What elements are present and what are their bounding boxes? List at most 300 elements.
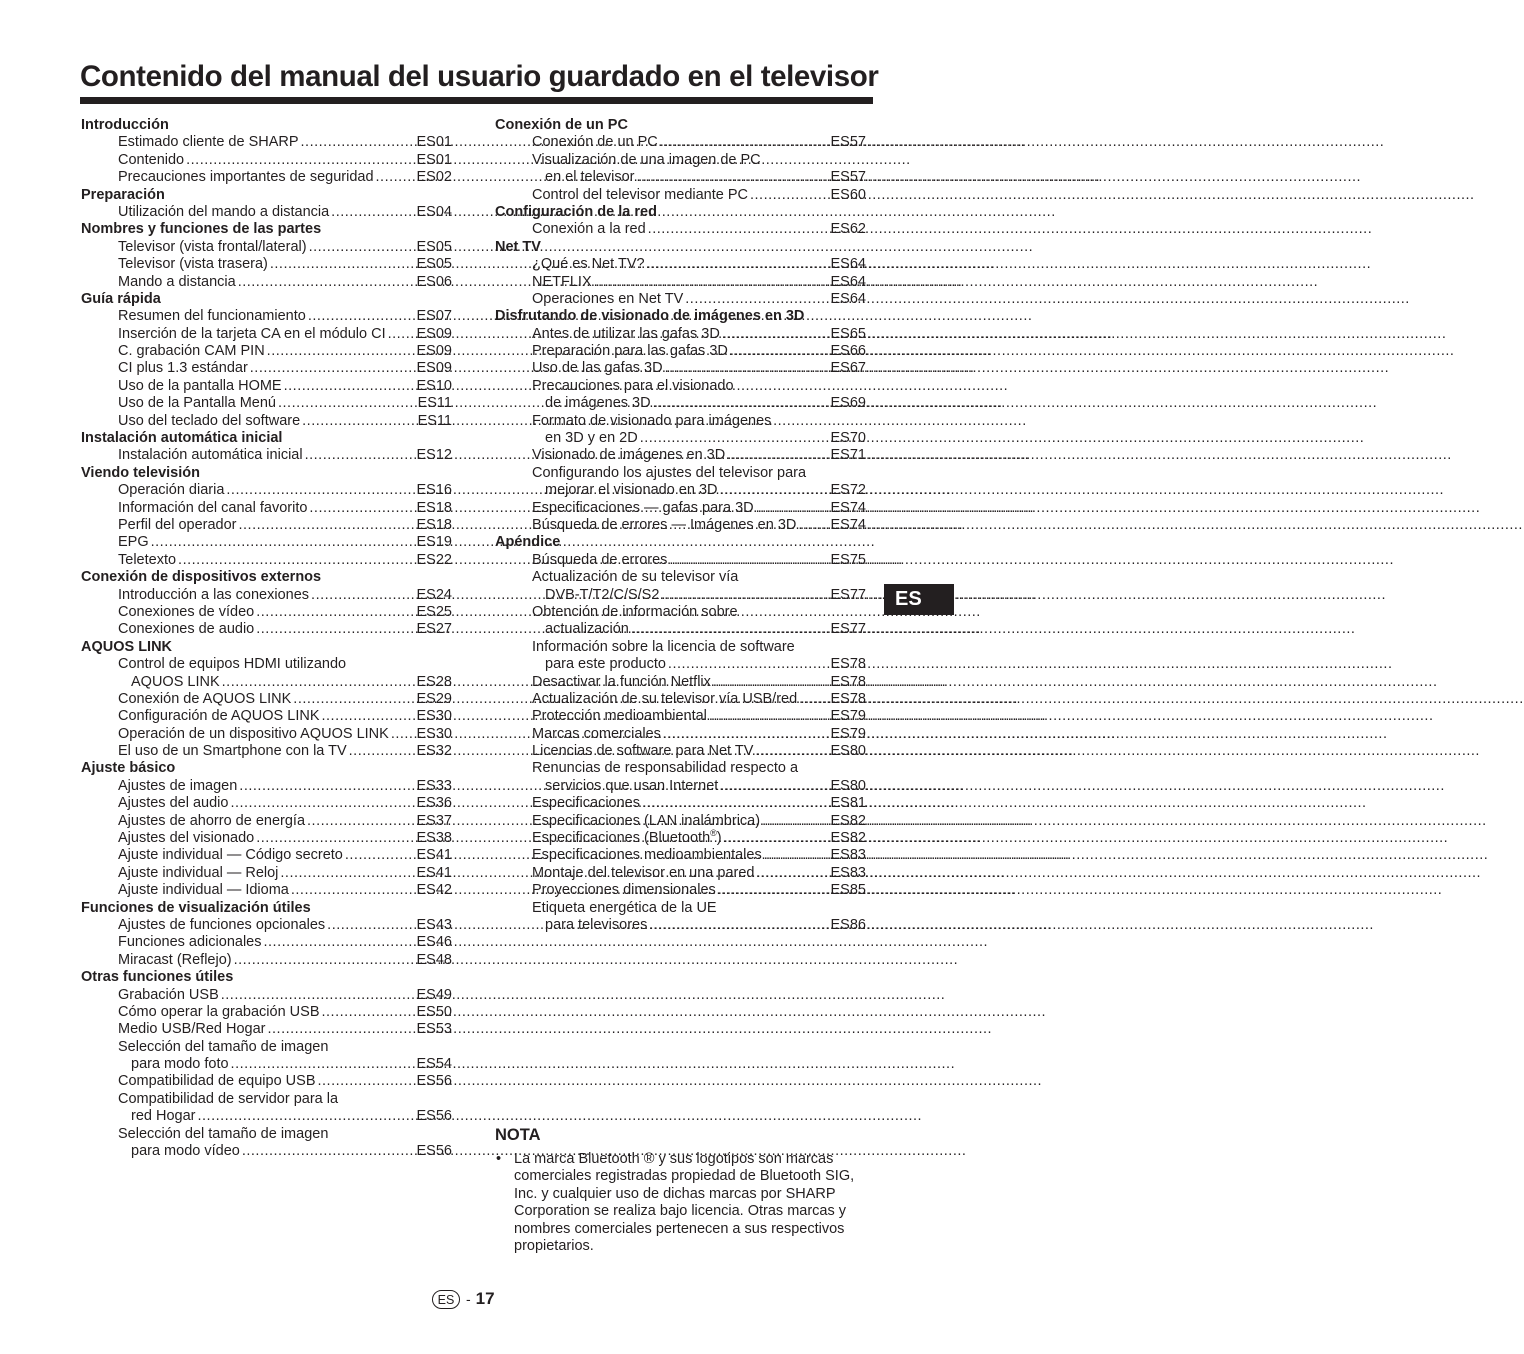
dot-leader [728, 343, 831, 360]
toc-entry-title [118, 604, 254, 621]
toc-entry-title [118, 865, 278, 882]
dot-leader [667, 552, 830, 569]
toc-entry-title-text: Búsqueda de errores [532, 551, 668, 568]
toc-entry-title-text: de imágenes 3D [545, 395, 651, 412]
toc-entry-title-text: Especificaciones (Bluetooth [532, 830, 711, 847]
page-reference: ES79 [830, 725, 866, 742]
page-reference: ES54 [416, 1056, 452, 1073]
toc-entry-title-text: en 3D y en 2D [545, 430, 638, 447]
page-reference: ES81 [830, 795, 866, 812]
toc-entry-title [532, 691, 797, 708]
toc-entry [495, 482, 866, 499]
toc-entry [495, 917, 866, 934]
section-heading: Disfrutando de visionado de imágenes en 3D [495, 308, 805, 325]
toc-entry-title-text: para este producto [545, 656, 666, 673]
toc-entry-title-text: Búsqueda de errores — Imágenes en 3D [532, 516, 797, 533]
toc-entry-title [118, 360, 248, 377]
toc-entry [81, 1021, 452, 1038]
toc-entry-title-text: Especificaciones [532, 795, 640, 812]
page-reference: ES77 [830, 621, 866, 638]
page-reference: ES56 [416, 1143, 452, 1160]
toc-entry-title [532, 674, 711, 691]
toc-entry-title [545, 430, 638, 447]
page-reference: ES09 [416, 325, 452, 342]
toc-entry [81, 169, 452, 186]
dot-leader [195, 1108, 416, 1125]
toc-entry-title-text: Perfil del operador [118, 516, 237, 533]
toc-entry-line: Control de equipos HDMI utilizando [118, 656, 347, 673]
toc-entry [495, 500, 866, 517]
note-heading: NOTA [495, 1126, 541, 1144]
toc-entry-title-text: Preparación para las gafas 3D [532, 343, 728, 360]
toc-entry-title [118, 1073, 316, 1090]
dot-leader [300, 413, 417, 430]
toc-entry-title [118, 152, 184, 169]
page-reference: ES18 [416, 516, 452, 533]
page-footer [432, 1288, 495, 1310]
toc-entry-title-text: Mando a distancia [118, 273, 236, 290]
toc-entry-title [545, 482, 717, 499]
dot-leader [232, 952, 417, 969]
toc-entry-title-text: Licencias de software para Net TV [532, 743, 754, 760]
dot-leader [592, 274, 831, 291]
page-reference: ES70 [830, 430, 866, 447]
title-rule [80, 97, 873, 104]
toc-entry-title [545, 621, 629, 638]
page-reference: ES56 [416, 1108, 452, 1125]
toc-entry [81, 743, 452, 760]
toc-entry-title-text: Instalación automática inicial [118, 447, 303, 464]
toc-entry-title-text: Uso de la Pantalla Menú [118, 395, 276, 412]
page-reference: ES07 [416, 308, 452, 325]
dot-leader [220, 674, 417, 691]
toc-entry [495, 187, 866, 204]
toc-entry [495, 221, 866, 238]
page-reference: ES09 [416, 360, 452, 377]
section-heading: AQUOS LINK [81, 638, 173, 655]
toc-entry [81, 708, 452, 725]
page-reference: ES11 [417, 412, 452, 429]
page-reference: ES32 [416, 743, 452, 760]
toc-entry [81, 865, 452, 882]
toc-entry-title-text: Ajuste individual — Código secreto [118, 847, 343, 864]
toc-entry [495, 169, 866, 186]
page-reference: ES02 [416, 169, 452, 186]
dot-leader [646, 221, 831, 238]
toc-entry-title-text: Televisor (vista trasera) [118, 256, 268, 273]
toc-entry-title-text: Medio USB/Red Hogar [118, 1021, 266, 1038]
toc-entry [81, 447, 452, 464]
toc-entry [81, 204, 452, 221]
toc-entry [81, 726, 452, 743]
dot-leader [248, 360, 417, 377]
toc-entry [81, 256, 452, 273]
toc-entry-title-text: Ajuste individual — Idioma [118, 882, 289, 899]
toc-entry-title [118, 934, 261, 951]
toc-entry-title [118, 169, 374, 186]
dot-leader [629, 621, 831, 638]
section-heading: Otras funciones útiles [81, 969, 234, 986]
toc-entry-title [118, 343, 265, 360]
page-reference: ES05 [416, 238, 452, 255]
note-item [496, 1151, 876, 1255]
toc-entry-title-text: Cómo operar la grabación USB [118, 1003, 320, 1020]
toc-entry [81, 917, 452, 934]
page-reference: ES05 [416, 256, 452, 273]
toc-entry [81, 1056, 452, 1073]
toc-entry-title-text: Proyecciones dimensionales [532, 882, 716, 899]
toc-entry [495, 360, 866, 377]
toc-entry-title [118, 204, 329, 221]
toc-entry-title [118, 813, 305, 830]
toc-entry-title [532, 847, 762, 864]
dot-leader [663, 360, 831, 377]
page-reference: ES06 [416, 273, 452, 290]
page-reference: ES74 [830, 516, 866, 533]
toc-entry [495, 291, 866, 308]
dot-leader [647, 917, 830, 934]
toc-entry-title [131, 674, 220, 691]
toc-entry-title-text: Utilización del mando a distancia [118, 203, 330, 220]
toc-entry-title-text: Antes de utilizar las gafas 3D [532, 325, 720, 342]
dot-leader [645, 256, 831, 273]
page-reference: ES57 [830, 169, 866, 186]
dot-leader [760, 813, 830, 830]
page-reference: ES83 [830, 847, 866, 864]
page-reference: ES72 [830, 482, 866, 499]
toc-entry [495, 795, 866, 812]
toc-entry-title-text: Ajustes de imagen [118, 777, 238, 794]
dot-leader [329, 204, 416, 221]
toc-entry-title [118, 1021, 266, 1038]
toc-entry-title-text: Configuración de AQUOS LINK [118, 708, 320, 725]
toc-entry-title [131, 1143, 240, 1160]
page-number: 17 [475, 1289, 495, 1308]
dot-leader [320, 708, 417, 725]
page-reference: ES60 [830, 186, 866, 203]
toc-entry-title [532, 708, 707, 725]
toc-entry [81, 691, 452, 708]
toc-entry [495, 847, 866, 864]
page-reference: ES30 [416, 725, 452, 742]
toc-entry-line: Actualización de su televisor vía [532, 569, 739, 586]
dot-leader [184, 152, 416, 169]
toc-entry-title-text: DVB-T/T2/C/S/S2 [545, 586, 660, 603]
page-reference: ES43 [416, 916, 452, 933]
page-reference: ES80 [830, 777, 866, 794]
dot-leader [261, 934, 416, 951]
toc-entry-title [532, 726, 661, 743]
page-reference: ES66 [830, 343, 866, 360]
section-heading: Viendo televisión [81, 464, 200, 481]
section-heading: Ajuste básico [81, 760, 176, 777]
dot-leader [386, 326, 417, 343]
dot-leader [219, 987, 417, 1004]
page-reference: ES74 [830, 499, 866, 516]
toc-entry-title-text: Compatibilidad de equipo USB [118, 1073, 316, 1090]
toc-entry-title-text: Operación diaria [118, 482, 225, 499]
dot-leader [266, 1021, 417, 1038]
dot-leader [289, 882, 417, 899]
toc-entry-title [131, 1108, 195, 1125]
toc-entry [81, 1004, 452, 1021]
page-reference: ES29 [416, 690, 452, 707]
dot-leader [683, 291, 830, 308]
dot-leader [720, 326, 831, 343]
toc-entry-title-text: Grabación USB [118, 986, 219, 1003]
toc-entry [495, 326, 866, 343]
toc-entry-title [532, 343, 728, 360]
page-reference: ES01 [416, 151, 452, 168]
toc-entry [81, 274, 452, 291]
dot-leader [666, 656, 831, 673]
section-heading: Nombres y funciones de las partes [81, 221, 322, 238]
page-reference: ES10 [416, 377, 452, 394]
toc-entry-title-text: Contenido [118, 151, 185, 168]
toc-entry [81, 152, 452, 169]
toc-entry [81, 987, 452, 1004]
toc-entry-line: Selección del tamaño de imagen [118, 1125, 329, 1142]
toc-entry [495, 708, 866, 725]
toc-entry-title [532, 291, 683, 308]
toc-entry-title [118, 500, 307, 517]
toc-entry [81, 326, 452, 343]
toc-entry-title-text: El uso de un Smartphone con la TV [118, 743, 347, 760]
toc-entry-title-text: Información del canal favorito [118, 499, 308, 516]
toc-entry [81, 500, 452, 517]
dot-leader [309, 587, 416, 604]
toc-entry [81, 621, 452, 638]
toc-entry-title-text: Visionado de imágenes en 3D [532, 447, 726, 464]
dot-leader [278, 865, 416, 882]
dot-leader [796, 517, 830, 534]
dot-leader [307, 500, 416, 517]
dot-leader [224, 482, 416, 499]
toc-entry-title-text: servicios que usan Internet [545, 777, 719, 794]
page-reference: ES62 [830, 221, 866, 238]
toc-entry-line: Visualización de una imagen de PC [532, 151, 761, 168]
toc-entry-title [131, 1056, 229, 1073]
toc-entry-title-text: Operación de un dispositivo AQUOS LINK [118, 725, 389, 742]
toc-entry-title-text: Televisor (vista frontal/lateral) [118, 238, 307, 255]
page-reference: ES27 [416, 621, 452, 638]
toc-entry [81, 1073, 452, 1090]
page-reference: ES64 [830, 273, 866, 290]
page-reference: ES22 [416, 551, 452, 568]
toc-entry [495, 865, 866, 882]
page-reference: ES01 [416, 134, 452, 151]
toc-entry-title [118, 552, 176, 569]
dot-leader [661, 726, 831, 743]
dot-leader [303, 447, 417, 464]
toc-entry [495, 274, 866, 291]
page-reference: ES04 [416, 203, 452, 220]
dot-leader [229, 1056, 417, 1073]
dot-leader [305, 813, 417, 830]
page-reference: ES25 [416, 603, 452, 620]
dot-leader [725, 447, 830, 464]
dot-leader [748, 187, 831, 204]
toc-entry-title [532, 813, 760, 830]
dot-leader [658, 134, 831, 151]
toc-entry-title [118, 795, 228, 812]
dot-leader [716, 882, 831, 899]
toc-entry [495, 656, 866, 673]
dot-leader [316, 1073, 417, 1090]
page-reference: ES64 [830, 256, 866, 273]
toc-entry-title [118, 952, 232, 969]
dot-leader [268, 256, 417, 273]
toc-entry-title-text: Especificaciones — gafas para 3D [532, 499, 754, 516]
toc-entry [81, 413, 452, 430]
toc-entry-title-text: Uso del teclado del software [118, 412, 301, 429]
page-reference: ES16 [416, 482, 452, 499]
dot-leader [237, 778, 416, 795]
toc-entry-title-text: Ajuste individual — Reloj [118, 864, 279, 881]
toc-entry [495, 691, 866, 708]
page-reference: ES57 [830, 134, 866, 151]
dot-leader [347, 743, 417, 760]
toc-entry [495, 621, 866, 638]
page-reference: ES19 [416, 534, 452, 551]
toc-entry-title-text: Protección medioambiental [532, 708, 707, 725]
dot-leader [237, 517, 417, 534]
page-reference: ES33 [416, 777, 452, 794]
toc-entry-line: Obtención de información sobre [532, 603, 738, 620]
page-reference: ES50 [416, 1003, 452, 1020]
toc-entry [81, 239, 452, 256]
toc-entry-title [118, 517, 237, 534]
page-reference: ES67 [830, 360, 866, 377]
toc-entry [81, 534, 452, 551]
dot-leader [389, 726, 417, 743]
dot-leader [707, 708, 831, 725]
dot-leader [651, 395, 831, 412]
dot-leader [282, 378, 417, 395]
toc-entry-title [532, 187, 748, 204]
toc-entry [81, 587, 452, 604]
dot-leader [306, 308, 417, 325]
section-heading: Conexión de un PC [495, 117, 628, 133]
page-reference: ES82 [830, 830, 866, 847]
dot-leader [265, 343, 417, 360]
toc-entry-title [532, 865, 754, 882]
dot-leader [343, 847, 417, 864]
page-reference: ES82 [830, 812, 866, 829]
toc-entry [81, 517, 452, 534]
toc-entry [81, 482, 452, 499]
toc-entry [81, 395, 452, 412]
dot-leader [634, 169, 830, 186]
toc-entry-title-text: Teletexto [118, 551, 177, 568]
toc-entry-title [118, 482, 224, 499]
page-reference: ES41 [416, 847, 452, 864]
toc-entry-title [118, 917, 325, 934]
page-reference: ES71 [830, 447, 866, 464]
note-text: La marca Bluetooth ® y sus logotipos son marcas comerciales registradas propiedad de Bluetooth SIG, Inc. y cualquier uso de dichas marcas por SHARP Corporation se realiza bajo licencia. Otras marcas y nombres comerciales pertenecen a sus respectivos propietarios. [514, 1151, 855, 1255]
toc-entry-title [118, 847, 343, 864]
toc-entry [81, 830, 452, 847]
section-heading: Conexión de dispositivos externos [81, 569, 322, 586]
toc-entry-title-text: AQUOS LINK [131, 673, 220, 690]
toc-entry [81, 813, 452, 830]
toc-entry-title-text: Especificaciones medioambientales [532, 847, 762, 864]
toc-entry [495, 674, 866, 691]
dot-leader [717, 482, 830, 499]
toc-entry-title [532, 830, 722, 847]
dot-leader [718, 778, 830, 795]
toc-entry-title-text: mejorar el visionado en 3D [545, 482, 718, 499]
dot-leader [638, 430, 831, 447]
toc-entry-line: Renuncias de responsabilidad respecto a [532, 760, 799, 777]
section-heading: Preparación [81, 186, 165, 203]
toc-entry-title [118, 326, 386, 343]
toc-entry [495, 813, 866, 830]
toc-entry-title-text: Conexiones de vídeo [118, 603, 255, 620]
toc-entry-title [545, 169, 634, 186]
dot-leader [659, 587, 830, 604]
language-tab: ES [884, 584, 954, 615]
dot-leader [374, 169, 417, 186]
page-reference: ES36 [416, 795, 452, 812]
toc-entry-title [118, 239, 307, 256]
toc-entry-title-text: Conexión de AQUOS LINK [118, 690, 292, 707]
page-reference: ES56 [416, 1073, 452, 1090]
toc-entry [81, 847, 452, 864]
toc-entry-title [532, 326, 720, 343]
toc-entry-line: Compatibilidad de servidor para la [118, 1090, 339, 1107]
toc-entry [495, 587, 866, 604]
toc-entry-title-text: para modo foto [131, 1056, 229, 1073]
toc-entry-title [118, 447, 303, 464]
toc-column-left [81, 117, 452, 1160]
toc-entry-title-text: Control del televisor mediante PC [532, 186, 748, 203]
toc-entry-title-text: Actualización de su televisor vía USB/red [532, 690, 798, 707]
toc-entry [81, 795, 452, 812]
page-reference: ES49 [416, 986, 452, 1003]
section-heading: Configuración de la red [495, 203, 657, 220]
toc-entry-title-text: en el televisor [545, 169, 635, 186]
dot-leader [254, 830, 416, 847]
toc-entry [81, 308, 452, 325]
toc-entry-title [532, 256, 645, 273]
toc-entry-title [532, 500, 754, 517]
dot-leader [754, 500, 831, 517]
toc-entry [81, 1108, 452, 1125]
section-heading: Apéndice [495, 534, 561, 551]
dot-leader [754, 865, 830, 882]
toc-entry-title-text: Conexiones de audio [118, 621, 255, 638]
toc-entry [81, 360, 452, 377]
toc-entry-title-text: Inserción de la tarjeta CA en el módulo CI [118, 325, 386, 342]
toc-entry-title [118, 691, 291, 708]
toc-entry [495, 778, 866, 795]
toc-entry-title [118, 708, 320, 725]
toc-entry-title-text: Conexión a la red [532, 221, 646, 238]
toc-entry [495, 743, 866, 760]
toc-entry [495, 447, 866, 464]
toc-entry-line: Etiqueta energética de la UE [532, 899, 717, 916]
dot-leader [176, 552, 416, 569]
toc-entry-line: Configurando los ajustes del televisor para [532, 464, 807, 481]
toc-entry-title [118, 134, 299, 151]
toc-entry-title-text: para televisores [545, 916, 648, 933]
section-heading: Guía rápida [81, 290, 161, 307]
toc-entry [495, 830, 866, 847]
toc-entry-title [118, 778, 237, 795]
toc-entry-title-text: actualización [545, 621, 629, 638]
toc-entry-line: Selección del tamaño de imagen [118, 1038, 329, 1055]
